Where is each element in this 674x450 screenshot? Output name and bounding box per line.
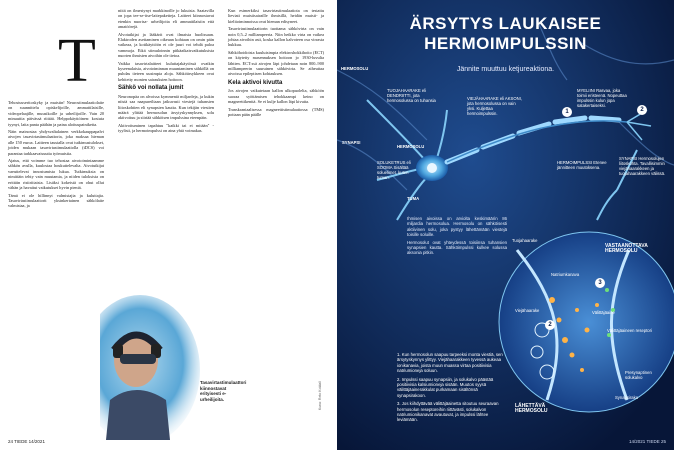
paragraph: Hermosolut ovat yhteydessä toisiinsa tuhansien synapsien kautta. Sähköimpulssi kulkee solussa aksonia pitkin. <box>407 239 507 256</box>
paragraph: Tämä ei ole hillinnyt valmistajia ja kuluttajia. Tasavirtastimulaattorit yksinkertainen sähkölaite valmistaa, ja <box>8 192 104 209</box>
infographic-subtitle: Jännite muuttuu ketjureaktiona. <box>456 66 555 73</box>
label-synapsi-right: SYNAPSI Hermosolujen liitoskohta. Tavallisimmin viejähaarakkeen ja tuojahaarakkeen välissä. <box>619 156 666 176</box>
label-viejahaarake: VIEJÄHAARAKE eli AKSONI, jota hermosolussa on vain yksi. Kuljettaa hermoimpulssin. <box>467 96 522 116</box>
label-presynaptinen: Presynaptinen solukalvo <box>625 370 652 380</box>
steps-list <box>397 352 505 426</box>
page-folio: 24 TIEDE 14/2021 <box>8 439 45 444</box>
label-hermosolu-mid: HERMOSOLU <box>397 144 425 149</box>
paragraph: Ihmisen aivoissa on arviolta keskimäärin 86 miljardia hermosolua. Hermosolu on sähköisesti aktiivinen solu, joka pystyy lähettämään viestejä toisille soluille. <box>407 216 507 238</box>
infographic-title: ÄRSYTYS LAUKAISEE HERMOIMPULSSIN <box>409 14 602 53</box>
paragraph: Vaikka tasavirtalaitteet kuluttajakäytössä ovatkin kyseenalaisia, aivotoiminnan muuntaminen sähköllä on puhdas tieteen uusimpia aloja. Sähköärsykkeen ovat kehitetty monien sairauksien hoitoon. <box>118 60 214 82</box>
label-vastaanottava: VASTAANOTTAVA HERMOSOLU <box>605 243 648 254</box>
paragraph: Alvotutkijat ja lääkärit ovat ilmaisia huolissaan. Elaktroden asettaminen oikeaan kohtaan on omin päin vaikeaa, ja kotikäyttöön ei ole juuri voi tehdä paloa vammoja. Eikä stimuloinnin pitkäaikaisvaikutuksista nuorten ihmisten aivoihin ole tietoa. <box>118 31 214 59</box>
label-valittajareseptori: Välittäjäaineen reseptori <box>607 328 652 333</box>
label-viejahaarake-inset: Viejähaarake <box>515 308 540 313</box>
paragraph: Aktivoituminen tapahtuu "kaikki tai ei mitään" -tyylisti, ja hermoimpulssi on aina yhtä voimakas. <box>118 122 214 134</box>
step-2: 2. Impulssi saapuu synapsiin, ja solukalvo päästää positiivisia kalsiumioneja sisään. Muutos syysä välittäjäainerakkulat purkamaan sisältönsä synapsirakoon. <box>397 376 494 398</box>
step-badge-2: 2 <box>637 105 647 115</box>
paragraph: Jos aivojen vaikutetaan kallon ulkopuolelta, sähköön suoraa syöttämisen tehokkaampi keino on magneettikenttä. Se ei kulje kallon läpi kivutta. <box>228 88 324 105</box>
paragraph: Neuronopäa on alvoissa kymmeniä miljardeja, ja kukin niistä saa naapureiltaan jatkuvasti viestejä tuhansien liitoskohtien eli synapsien kautta. Kun tekijän viestien määrä ylittää hermosolun ärsytyskynnyksen, solu aktivoituu ja siirtää sähköisen impulssina eteenpäin. <box>118 93 214 121</box>
photo-caption: Tasavirtastimulaattori kiinnostavat erityisesti e-urheilijoita. <box>200 380 247 402</box>
step-badge-3-inset: 3 <box>595 278 605 288</box>
label-lahettava: LÄHETTÄVÄ HERMOSOLU <box>515 403 548 414</box>
intro-text <box>407 216 507 258</box>
step-1: 1. Kun hermosolun saapuu tarpeeksi monta viestiä, sen ärsytyskynnys ylittyy. Viejähaarakkeen tyvessä aukeaa ionikanavia, joista muun muassa virtaa positiivisia natriumioneja soluun. <box>397 352 503 374</box>
label-tuojahaarake-inset: Tuojahaarake <box>512 238 538 243</box>
column-3 <box>228 8 324 119</box>
paragraph: Tasavirtastimulaattorin tuottama sähkövirta on vain noin 0,5–2 milliampeeria. Niin heikko virta on vaikea johtaa aivoihin asti, koska kallon kalvoteen osa virrasta hukkuu. <box>228 26 324 48</box>
column-2 <box>118 8 214 136</box>
label-hermosolu: HERMOSOLU <box>341 66 369 71</box>
step-badge-2-inset: 2 <box>545 320 555 330</box>
dropcap: T <box>58 27 96 95</box>
label-natrium: Natriumkanava <box>551 272 580 277</box>
column-1 <box>8 100 104 211</box>
paragraph: Sähköhoidoista kuuluisimpia elektroshokkihoito (ECT) on käytetty masennuksen hoitoon jo 1930-luvulta lähtien. ECT:ssä aivojen läpi johdetaan noin 800–900 milliampeerin suuruinen sähkövirta. Se aiheuttaa aivoissa epileptisen kohtauksen. <box>228 49 324 77</box>
label-myeliini: MYELIINI Rasvaa, joka toimii eristeenä. Nopeuttaa impulssin kulun jopa satakertaiseksi. <box>577 88 627 108</box>
step-3: 3. Jos kiihdyttävää välittäjäainetta sitoutuu seuraavan hermosolun reseptoreihin riittävästi, solukalvon natriumionikanavat avautuvat, ja impulssi lähtee leviämään. <box>397 401 499 423</box>
section-heading: Kela aktivoi kivutta <box>228 79 283 86</box>
step-badge-1: 1 <box>562 107 572 117</box>
headset-photo <box>100 250 200 440</box>
paragraph: Näin mainostaa yhdysvaltalainen verkkokauppapalvi aivojen tasavirtastimulaattoria, joka maksaa hieman alle 150 euroa. Laitteen taustalla ovat tutkimustulokset, joiden mukaan tasavirtastimulaatiolla (tDCS) voi parantaa tarkkaavaisuutta työmuistia. <box>8 129 104 156</box>
paragraph: Ajatus, että voimme tuo tehostaa aivotoimintaamme sähkön avulla, kuulostaa houkuttelevalta. Aivotutkijat vaeuttelevat innostumista lukua. Tutkimuksia on nimittäin tehty vain muutamia, ja niiden tuloksista on erittäin ristiriitaisia. Lisäksi kokeistä on ohut ollut vähän ja havaitut vaikutukset hyvin pieniä. <box>8 158 104 191</box>
label-tuojahaarake: TUOJAHAARAKE eli DENDRIITTI, jota hermosolussa on tuhansia <box>387 88 436 103</box>
label-soluketrus: SOLUKETRUS eli SOOMA Sisältää soluelimet, kuten tuman. <box>377 160 411 180</box>
paragraph: Transkraniaalisessa magneettistimulaatiossa (TMS) pottaan pään päälle <box>228 106 324 117</box>
photo-credit: Kuva: Reto Koldall <box>318 381 322 410</box>
label-synapsi: SYNAPSI <box>342 140 361 145</box>
right-page <box>337 0 674 450</box>
section-heading: Sähkö voi nollata jumit <box>118 85 184 92</box>
page-folio: 14/2021 TIEDE 25 <box>629 439 666 444</box>
label-valittaja: Välittäjäaine <box>592 310 615 315</box>
label-synapsirako: Synapsirako <box>615 395 639 400</box>
paragraph: Tehostusseritoskyky ja muistin! Neurostimulaatiolaite on suunnittelu opiskelijoille, ammattilaisille, videopelaajille, muusikoille ja urheilijoille. Vain 20 minuuttia päivässä riittää. Helppokäyttöinen: kostuta tyynyt, laita panta päähän ja paina aloituspainiketta. <box>8 100 104 127</box>
label-tuma: TUMA <box>407 196 420 201</box>
label-hermoimpulssi: HERMOIMPULSSI Etenee jännitteen muutoksena. <box>557 160 607 170</box>
paragraph: Kun esimerkiksi tasavirtastimulaatiota on testattu lieviati muistisairaille ihmisillä, heidän muisti- ja kielitoiminnoissa ovat hieman edisyneet. <box>228 8 324 24</box>
paragraph: niitä on ilmestynyt markkinoille jo lukuisia. Saatavilla on jopa tee-se-itse-laitepaketteja. Laitteet kiinnostavat etenkin nuorisa- urheilijoita eli ammattilaisiin että amatöörejä. <box>118 8 214 30</box>
